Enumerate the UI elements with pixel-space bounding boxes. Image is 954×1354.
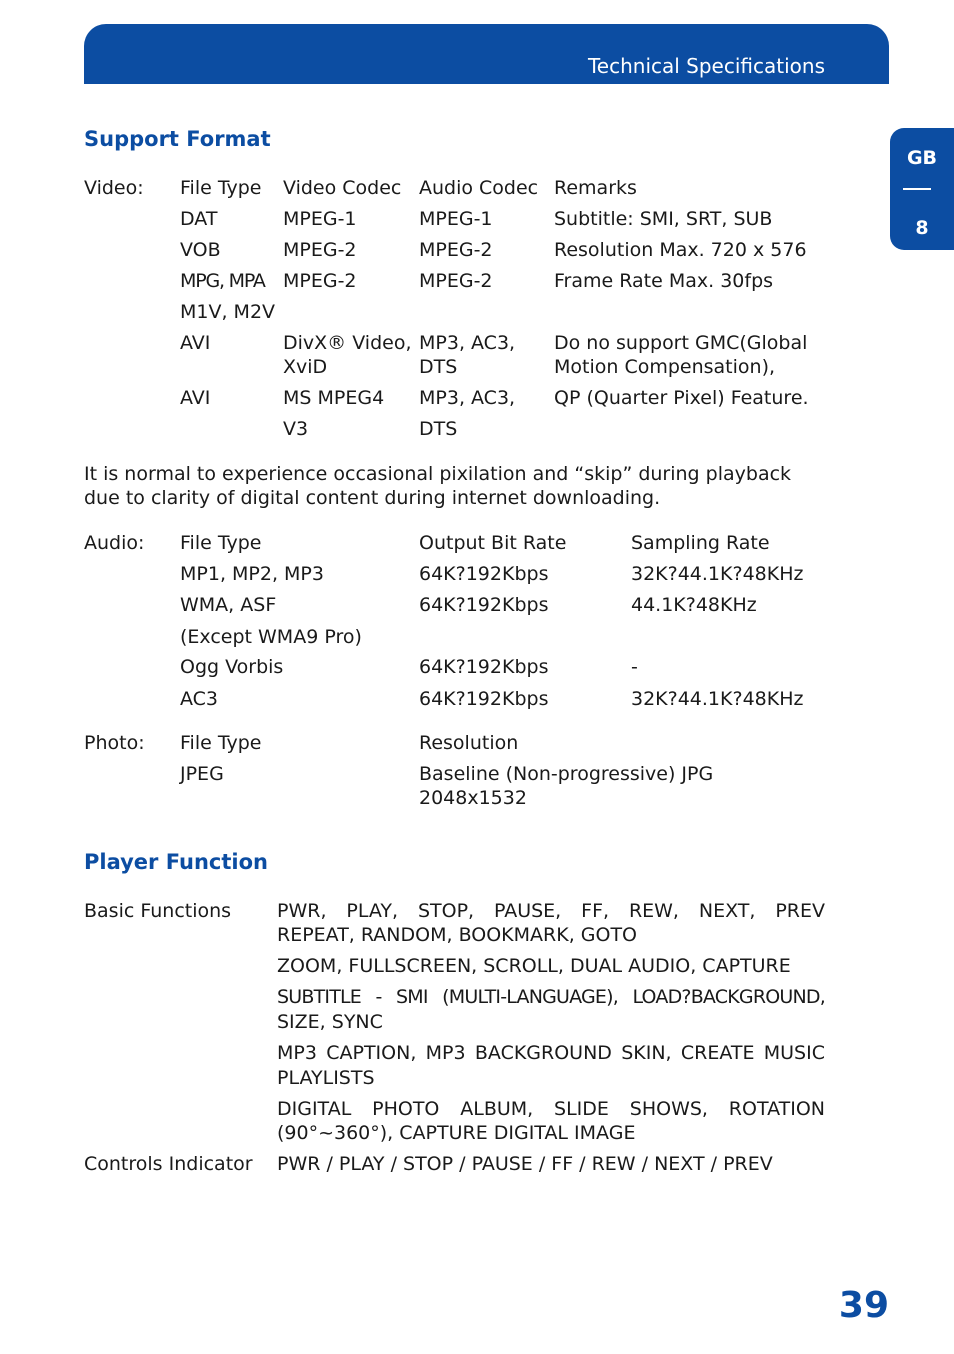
- basic-function-item: DIGITAL PHOTO ALBUM, SLIDE SHOWS, ROTATION: [277, 1098, 825, 1120]
- video-cell: Motion Compensation),: [554, 356, 776, 378]
- audio-cell: (Except WMA9 Pro): [180, 626, 362, 648]
- video-cell: AVI: [180, 387, 211, 409]
- audio-cell: 64K?192Kbps: [419, 563, 549, 585]
- video-cell: DTS: [419, 356, 458, 378]
- basic-function-item: (90°~360°), CAPTURE DIGITAL IMAGE: [277, 1122, 636, 1144]
- basic-function-item: REPEAT, RANDOM, BOOKMARK, GOTO: [277, 924, 638, 946]
- audio-cell: 64K?192Kbps: [419, 688, 549, 710]
- header-bar: [84, 24, 889, 84]
- audio-col-file-type: File Type: [180, 532, 262, 554]
- video-cell: MPEG-2: [419, 239, 493, 261]
- video-col-remarks: Remarks: [554, 177, 637, 199]
- chapter-number: 8: [915, 217, 929, 239]
- audio-cell: 64K?192Kbps: [419, 656, 549, 678]
- video-cell: MPEG-2: [283, 239, 357, 261]
- basic-function-item: ZOOM, FULLSCREEN, SCROLL, DUAL AUDIO, CAPTURE: [277, 955, 791, 977]
- photo-cell: 2048x1532: [419, 787, 527, 809]
- controls-indicator-label: Controls Indicator: [84, 1153, 253, 1175]
- video-cell: MPEG-1: [419, 208, 493, 230]
- photo-cell: JPEG: [180, 763, 224, 785]
- audio-cell: WMA, ASF: [180, 594, 277, 616]
- audio-cell: MP1, MP2, MP3: [180, 563, 324, 585]
- photo-cell: Baseline (Non-progressive) JPG: [419, 763, 714, 785]
- video-cell: V3: [283, 418, 309, 440]
- video-cell: DAT: [180, 208, 218, 230]
- audio-col-bit-rate: Output Bit Rate: [419, 532, 567, 554]
- video-cell: Subtitle: SMI, SRT, SUB: [554, 208, 773, 230]
- video-cell: MP3, AC3,: [419, 332, 516, 354]
- basic-function-item: PLAYLISTS: [277, 1067, 375, 1089]
- audio-cell: Ogg Vorbis: [180, 656, 284, 678]
- video-cell: MPEG-2: [283, 270, 357, 292]
- video-cell: AVI: [180, 332, 211, 354]
- audio-cell: AC3: [180, 688, 219, 710]
- audio-cell: -: [631, 656, 638, 678]
- video-cell: M1V, M2V: [180, 301, 276, 323]
- photo-label: Photo:: [84, 732, 145, 754]
- basic-function-item: SIZE, SYNC: [277, 1011, 383, 1033]
- controls-indicator-value: PWR / PLAY / STOP / PAUSE / FF / REW / NEXT / PREV: [277, 1153, 773, 1175]
- video-label: Video:: [84, 177, 144, 199]
- video-cell: MPG, MPA: [180, 270, 265, 292]
- video-cell: MS MPEG4: [283, 387, 385, 409]
- video-cell: QP (Quarter Pixel) Feature.: [554, 387, 809, 409]
- audio-col-sampling-rate: Sampling Rate: [631, 532, 770, 554]
- basic-function-item: MP3 CAPTION, MP3 BACKGROUND SKIN, CREATE MUSIC: [277, 1042, 825, 1064]
- video-cell: XviD: [283, 356, 328, 378]
- audio-cell: 64K?192Kbps: [419, 594, 549, 616]
- audio-cell: 44.1K?48KHz: [631, 594, 757, 616]
- video-col-audio-codec: Audio Codec: [419, 177, 539, 199]
- audio-label: Audio:: [84, 532, 145, 554]
- video-cell: MPEG-2: [419, 270, 493, 292]
- video-cell: MPEG-1: [283, 208, 357, 230]
- basic-function-item: PWR, PLAY, STOP, PAUSE, FF, REW, NEXT, PREV: [277, 900, 825, 922]
- video-cell: MP3, AC3,: [419, 387, 516, 409]
- video-col-video-codec: Video Codec: [283, 177, 402, 199]
- page-number: 39: [838, 1285, 889, 1326]
- video-cell: Frame Rate Max. 30fps: [554, 270, 774, 292]
- video-col-file-type: File Type: [180, 177, 262, 199]
- player-function-heading: Player Function: [84, 850, 268, 874]
- language-tab: [890, 128, 954, 250]
- language-code: GB: [906, 147, 938, 169]
- pixilation-note: It is normal to experience occasional pixilation and “skip” during playback due to clarity of digital content during internet downloading.: [84, 463, 792, 509]
- video-cell: Resolution Max. 720 x 576: [554, 239, 807, 261]
- audio-cell: 32K?44.1K?48KHz: [631, 563, 804, 585]
- photo-col-file-type: File Type: [180, 732, 262, 754]
- header-title: Technical Specifications: [587, 54, 825, 78]
- photo-col-resolution: Resolution: [419, 732, 519, 754]
- tab-divider: [903, 188, 931, 190]
- basic-functions-label: Basic Functions: [84, 900, 232, 922]
- audio-cell: 32K?44.1K?48KHz: [631, 688, 804, 710]
- video-cell: Do no support GMC(Global: [554, 332, 808, 354]
- video-cell: VOB: [180, 239, 221, 261]
- support-format-heading: Support Format: [84, 127, 271, 151]
- video-cell: DivX® Video,: [283, 332, 412, 354]
- basic-function-item: SUBTITLE - SMI (MULTI-LANGUAGE), LOAD?BACKGROUND,: [277, 986, 825, 1008]
- video-cell: DTS: [419, 418, 458, 440]
